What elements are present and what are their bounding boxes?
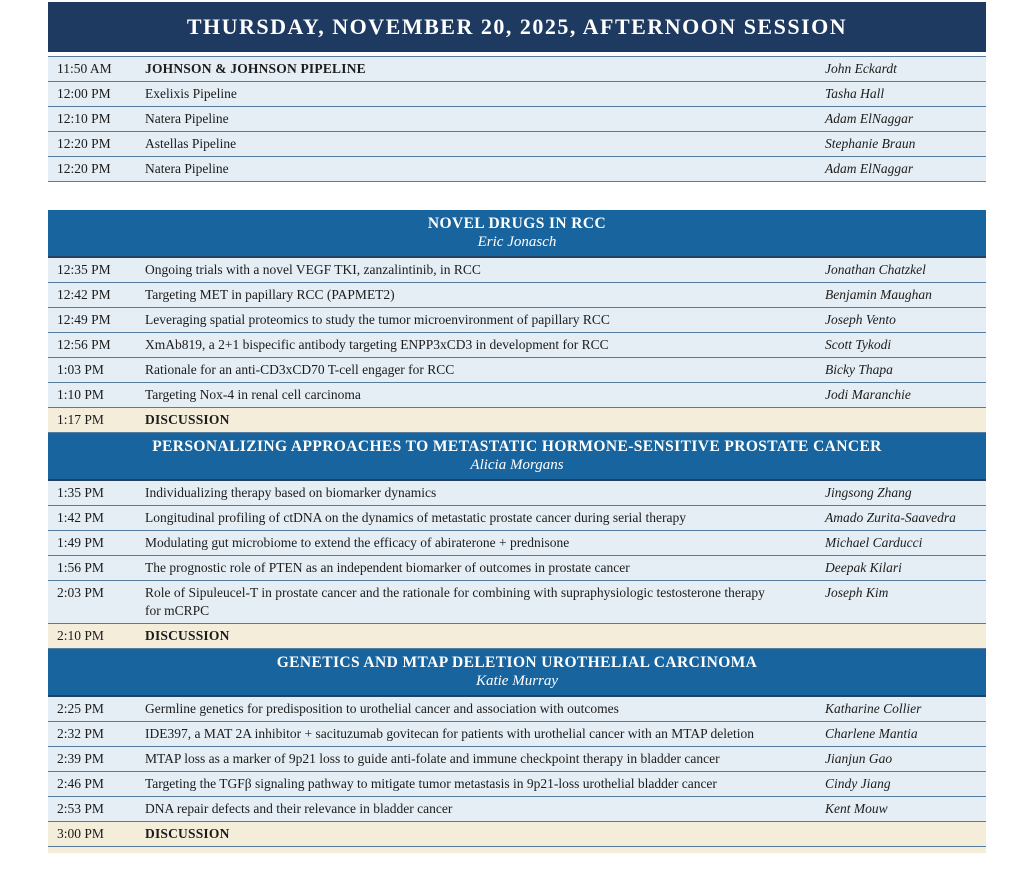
section-header	[48, 649, 986, 697]
session-banner	[48, 2, 986, 52]
agenda-time: 1:03 PM	[57, 362, 104, 377]
section-header-title: PERSONALIZING APPROACHES TO METASTATIC HORMONE-SENSITIVE PROSTATE CANCER	[152, 438, 882, 455]
agenda-row	[48, 531, 986, 556]
agenda-speaker: Michael Carducci	[825, 535, 923, 550]
agenda-time: 12:20 PM	[57, 136, 111, 151]
agenda-section	[48, 433, 986, 649]
agenda-title: Longitudinal profiling of ctDNA on the dynamics of metastatic prostate cancer during serial therapy	[145, 510, 686, 525]
agenda-row	[48, 82, 986, 107]
session-title: THURSDAY, NOVEMBER 20, 2025, AFTERNOON SESSION	[186, 14, 848, 39]
agenda-row	[48, 747, 986, 772]
agenda-row	[48, 481, 986, 506]
agenda-title: Leveraging spatial proteomics to study the tumor microenvironment of papillary RCC	[145, 312, 610, 327]
agenda-section	[48, 649, 986, 847]
agenda-speaker: Joseph Vento	[825, 312, 896, 327]
agenda-time: 2:46 PM	[57, 776, 104, 791]
agenda-title: Individualizing therapy based on biomarker dynamics	[145, 485, 437, 500]
agenda-title: Targeting the TGFβ signaling pathway to mitigate tumor metastasis in 9p21-loss urothelial bladder cancer	[145, 776, 717, 791]
agenda-time: 1:35 PM	[57, 485, 104, 500]
agenda-speaker: Katharine Collier	[825, 701, 922, 716]
section-rows	[48, 481, 986, 649]
agenda-row	[48, 57, 986, 82]
agenda-speaker: Amado Zurita-Saavedra	[825, 510, 956, 525]
agenda-title: DISCUSSION	[145, 826, 230, 841]
section-chair: Alicia Morgans	[470, 457, 564, 473]
section-header	[48, 210, 986, 258]
agenda-title: Natera Pipeline	[145, 111, 229, 126]
agenda-speaker: Deepak Kilari	[825, 560, 902, 575]
agenda-speaker: Adam ElNaggar	[825, 161, 914, 176]
agenda-title: DNA repair defects and their relevance in bladder cancer	[145, 801, 453, 816]
agenda-title: DISCUSSION	[145, 628, 230, 643]
agenda-document	[48, 2, 986, 853]
section-chair: Eric Jonasch	[477, 234, 557, 250]
agenda-title: Natera Pipeline	[145, 161, 229, 176]
agenda-row	[48, 506, 986, 531]
agenda-title: Modulating gut microbiome to extend the efficacy of abiraterone + prednisone	[145, 535, 570, 550]
agenda-time: 1:42 PM	[57, 510, 104, 525]
agenda-time: 1:17 PM	[57, 412, 104, 427]
agenda-time: 12:56 PM	[57, 337, 111, 352]
agenda-time: 2:03 PM	[57, 585, 104, 600]
agenda-row	[48, 772, 986, 797]
agenda-time: 12:49 PM	[57, 312, 111, 327]
agenda-time: 12:10 PM	[57, 111, 111, 126]
agenda-title: Germline genetics for predisposition to urothelial cancer and association with outcomes	[145, 701, 619, 716]
agenda-speaker: Jodi Maranchie	[825, 387, 911, 402]
agenda-time: 2:25 PM	[57, 701, 104, 716]
agenda-time: 2:39 PM	[57, 751, 104, 766]
discussion-row	[48, 408, 986, 433]
section-rows	[48, 258, 986, 433]
agenda-row	[48, 157, 986, 182]
agenda-speaker: Benjamin Maughan	[825, 287, 932, 302]
section-chair: Katie Murray	[475, 673, 559, 689]
agenda-speaker: Cindy Jiang	[825, 776, 891, 791]
agenda-row	[48, 581, 986, 624]
agenda-title: Ongoing trials with a novel VEGF TKI, zanzalintinib, in RCC	[145, 262, 481, 277]
agenda-speaker: Tasha Hall	[825, 86, 885, 101]
agenda-row	[48, 797, 986, 822]
agenda-title: Exelixis Pipeline	[145, 86, 237, 101]
agenda-title: Targeting MET in papillary RCC (PAPMET2)	[145, 287, 395, 302]
agenda-row	[48, 283, 986, 308]
agenda-time: 1:56 PM	[57, 560, 104, 575]
agenda-title: The prognostic role of PTEN as an independent biomarker of outcomes in prostate cancer	[145, 560, 630, 575]
agenda-speaker: Kent Mouw	[825, 801, 888, 816]
agenda-row	[48, 132, 986, 157]
agenda-time: 1:49 PM	[57, 535, 104, 550]
discussion-row	[48, 624, 986, 649]
agenda-time: 2:53 PM	[57, 801, 104, 816]
section-header-title: GENETICS AND MTAP DELETION UROTHELIAL CARCINOMA	[276, 654, 758, 671]
agenda-time: 12:35 PM	[57, 262, 111, 277]
agenda-speaker: John Eckardt	[825, 61, 897, 76]
sections-container	[48, 56, 986, 847]
agenda-title: Targeting Nox-4 in renal cell carcinoma	[145, 387, 361, 402]
agenda-title: MTAP loss as a marker of 9p21 loss to guide anti-folate and immune checkpoint therapy in bladder cancer	[145, 751, 720, 766]
agenda-speaker: Charlene Mantia	[825, 726, 918, 741]
agenda-row	[48, 358, 986, 383]
agenda-speaker: Adam ElNaggar	[825, 111, 914, 126]
section-header	[48, 433, 986, 481]
agenda-time: 3:00 PM	[57, 826, 104, 841]
agenda-section	[48, 210, 986, 433]
agenda-time: 12:00 PM	[57, 86, 111, 101]
agenda-title: Role of Sipuleucel-T in prostate cancer and the rationale for combining with supraphysiologic testosterone therapy for mCRPC	[145, 585, 765, 618]
agenda-row	[48, 697, 986, 722]
agenda-row	[48, 722, 986, 747]
section-rows	[48, 56, 986, 182]
agenda-title: Astellas Pipeline	[145, 136, 237, 151]
agenda-title: XmAb819, a 2+1 bispecific antibody targeting ENPP3xCD3 in development for RCC	[145, 337, 609, 352]
agenda-title: DISCUSSION	[145, 412, 230, 427]
agenda-time: 2:32 PM	[57, 726, 104, 741]
agenda-speaker: Jianjun Gao	[825, 751, 893, 766]
agenda-speaker: Bicky Thapa	[825, 362, 893, 377]
agenda-title: Rationale for an anti-CD3xCD70 T-cell engager for RCC	[145, 362, 455, 377]
agenda-section	[48, 56, 986, 182]
section-header-title: NOVEL DRUGS IN RCC	[427, 215, 607, 232]
agenda-speaker: Jingsong Zhang	[825, 485, 912, 500]
agenda-row	[48, 107, 986, 132]
agenda-time: 12:20 PM	[57, 161, 111, 176]
agenda-title: JOHNSON & JOHNSON PIPELINE	[145, 61, 366, 76]
agenda-time: 1:10 PM	[57, 387, 104, 402]
bottom-strip	[48, 847, 986, 853]
agenda-time: 2:10 PM	[57, 628, 104, 643]
agenda-speaker: Joseph Kim	[825, 585, 889, 600]
agenda-speaker: Jonathan Chatzkel	[825, 262, 926, 277]
discussion-row	[48, 822, 986, 847]
agenda-row	[48, 383, 986, 408]
agenda-row	[48, 556, 986, 581]
agenda-row	[48, 333, 986, 358]
agenda-time: 11:50 AM	[57, 61, 112, 76]
section-rows	[48, 697, 986, 847]
agenda-row	[48, 258, 986, 283]
agenda-title: IDE397, a MAT 2A inhibitor + sacituzumab govitecan for patients with urothelial cancer with an MTAP deletion	[145, 726, 755, 741]
agenda-speaker: Stephanie Braun	[825, 136, 916, 151]
agenda-speaker: Scott Tykodi	[825, 337, 892, 352]
agenda-time: 12:42 PM	[57, 287, 111, 302]
agenda-row	[48, 308, 986, 333]
